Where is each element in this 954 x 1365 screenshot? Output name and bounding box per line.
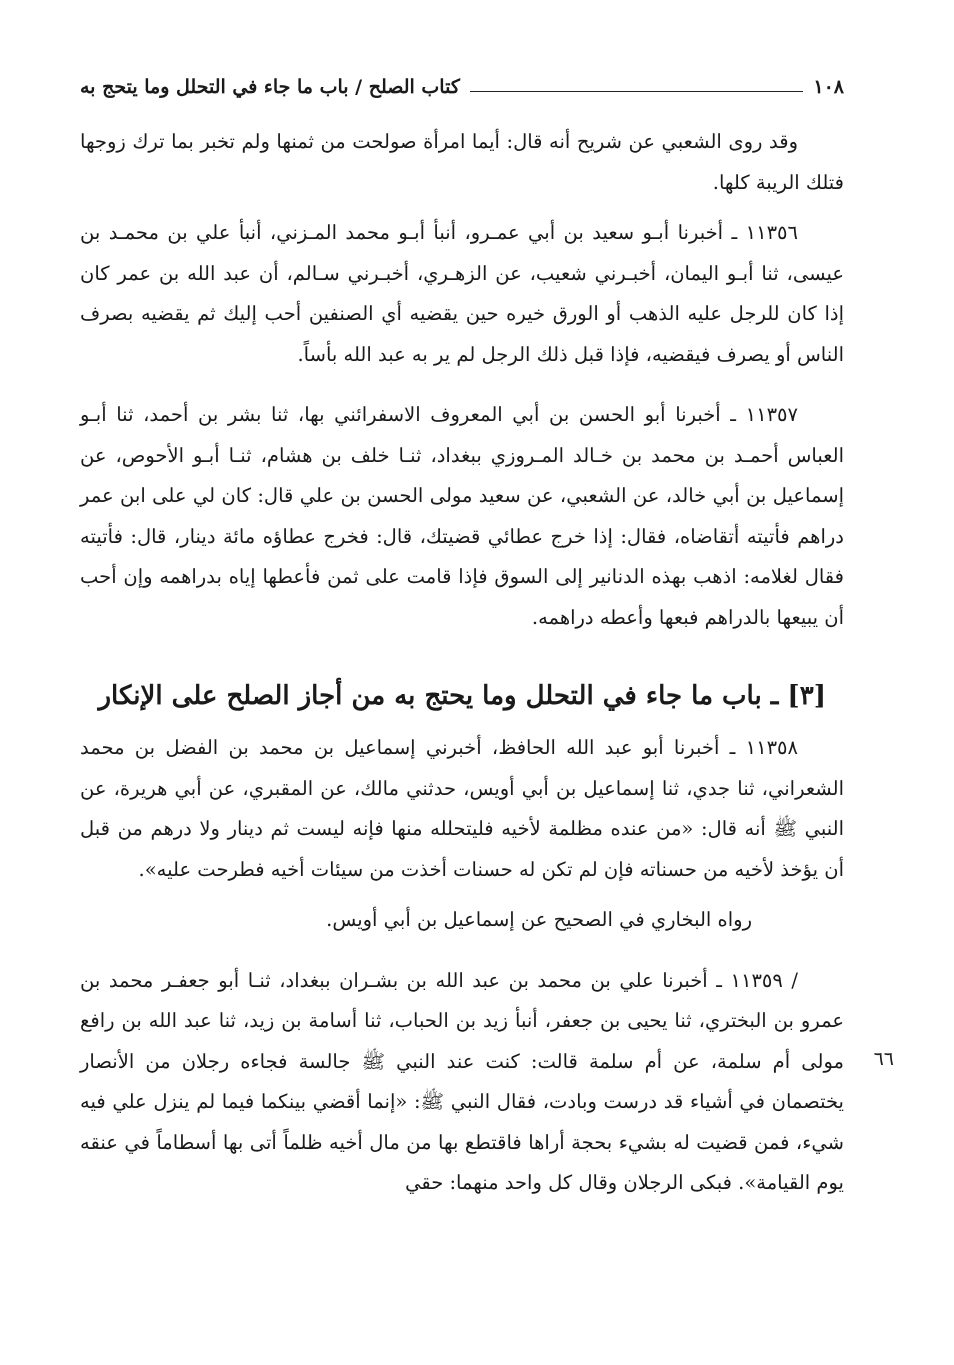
section-heading: [٣] ـ باب ما جاء في التحلل وما يحتج به من أجاز الصلح على الإنكار [98, 681, 826, 711]
paragraph-shuraih-narration: وقد روى الشعبي عن شريح أنه قال: أيما امرأة صولحت من ثمنها ولم تخبر بما ترك زوجها فتلك الريبة كلها. [80, 130, 844, 194]
page-body [80, 122, 844, 1204]
hadith-11359: / ١١٣٥٩ ـ أخبرنا علي بن محمد بن عبد الله بن بشـران ببغداد، ثنـا أبو جعفـر محمد بن عمرو بن البختري، ثنا يحيى بن جعفر، أنبأ زيد بن الحباب، ثنا أسامة بن زيد، ثنا عبد الله بن رافع مولى أم سلمة، عن أم سلمة قالت: كنت عند النبي ﷺ جالسة فجاءه رجلان من الأنصار يختصمان في أشياء قد درست وبادت، فقال النبي ﷺ: «إنما أقضي بينكما فيما لم ينزل علي فيه شيء، فمن قضيت له بشيء بحجة أراها فاقتطع بها من مال أخيه ظلماً أتى بها أسطاماً في عنقه يوم القيامة». فبكى الرجلان وقال كل واحد منهما: حقي [80, 968, 844, 1194]
hadith-11357: ١١٣٥٧ ـ أخبرنا أبو الحسن بن أبي المعروف الاسفرائني بها، ثنا بشر بن أحمد، ثنا أبـو العباس أحمـد بن محمد بن خـالد المـروزي ببغداد، ثنـا خلف بن هشام، ثنـا أبـو الأحوص، عن إسماعيل بن أبي خالد، عن الشعبي، عن سعيد مولى الحسن بن علي قال: كان لي على ابن عمر دراهم فأتيته أتقاضاه، فقال: إذا خرج عطائي قضيتك، قال: فخرج عطاؤه مائة دينار، قال: فأتيته فقال لغلامه: اذهب بهذه الدنانير إلى السوق فإذا قامت على ثمن فأعطها إياه بدراهمه وإن أحب أن يبيعها بالدراهم فبعها وأعطه دراهمه. [80, 403, 844, 629]
hadith-11358: ١١٣٥٨ ـ أخبرنا أبو عبد الله الحافظ، أخبرني إسماعيل بن محمد بن الفضل بن محمد الشعراني، ثنا جدي، ثنا إسماعيل بن أبي أويس، حدثني مالك، عن المقبري، عن أبي هريرة، عن النبي ﷺ أنه قال: «من عنده مظلمة لأخيه فليتحلله منها فإنه ليست ثم دينار ولا درهم من قبل أن يؤخذ لأخيه من حسناته فإن لم تكن له حسنات أخذت من سيئات أخيه فطرحت عليه». [80, 736, 844, 881]
margin-manuscript-folio: ٦٦ [873, 1048, 894, 1070]
header-rule [470, 91, 804, 92]
page-number: ١٠٨ [813, 76, 844, 98]
bukhari-attribution: رواه البخاري في الصحيح عن إسماعيل بن أبي أويس. [326, 908, 752, 931]
running-title: كتاب الصلح / باب ما جاء في التحلل وما يتحج به [80, 76, 460, 98]
running-header [80, 70, 844, 104]
hadith-11356: ١١٣٥٦ ـ أخبرنا أبـو سعيد بن أبي عمـرو، أنبأ أبـو محمد المـزني، أنبأ علي بن محمـد بن عيسى، ثنا أبـو اليمان، أخبـرني شعيب، عن الزهـري، أخبـرني سـالم، أن عبد الله بن عمر كان إذا كان للرجل عليه الذهب أو الورق خيره حين يقضيه أي الصنفين أحب إليك ثم يقضيه بصرف الناس أو يصرف فيقضيه، فإذا قبل ذلك الرجل لم ير به عبد الله بأساً. [80, 221, 844, 366]
